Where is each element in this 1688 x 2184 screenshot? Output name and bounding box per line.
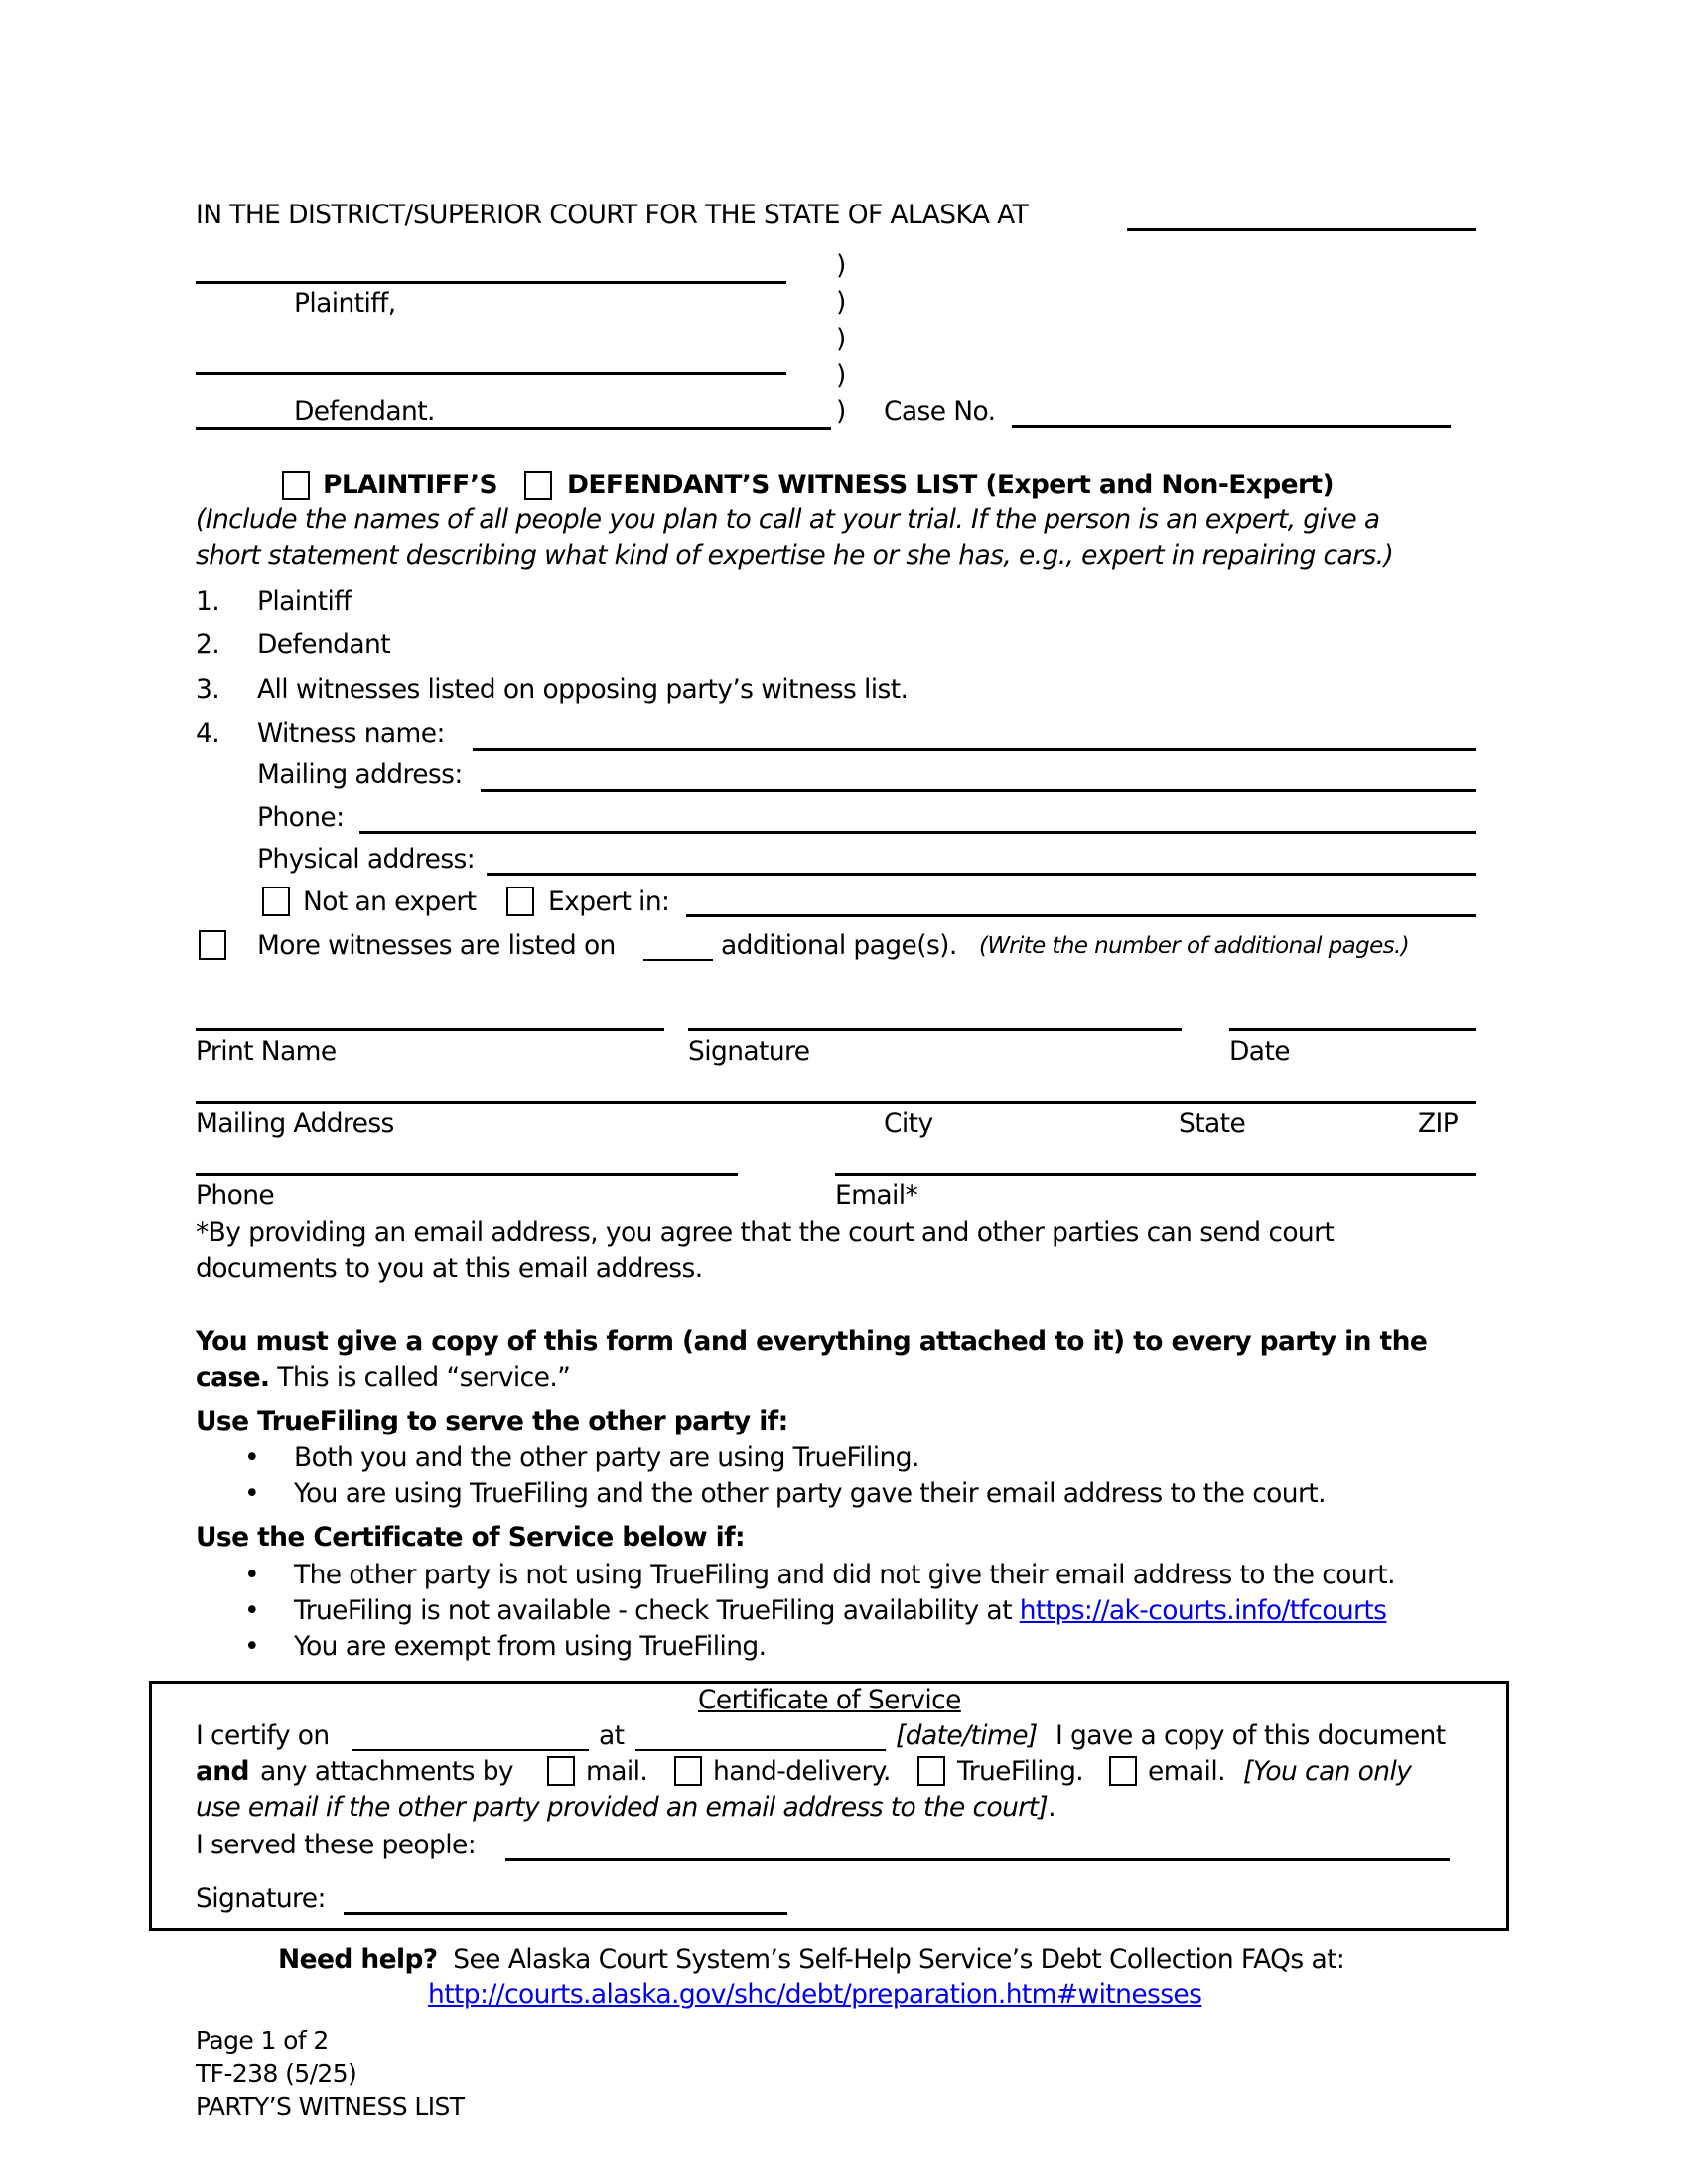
need-help-label: Need help? [278,1944,438,1975]
title-plaintiffs: PLAINTIFF’S [323,470,498,500]
list-item-defendant: Defendant [257,629,390,660]
caption-paren: ) [836,360,846,391]
certify-time-field[interactable] [635,1749,886,1751]
defendant-underline [196,427,831,430]
mail-label: mail. [586,1756,648,1787]
case-no-field[interactable] [1012,425,1451,428]
caption-paren: ) [836,250,846,281]
signature-field[interactable] [688,1028,1182,1031]
caption-paren: ) [836,287,846,318]
signature-label: Signature [688,1036,810,1067]
bullet-icon: • [244,1631,260,1662]
page-number: Page 1 of 2 [196,2026,329,2055]
date-label: Date [1229,1036,1290,1067]
list-num: 4. [196,718,220,749]
truefiling-bullet-2: You are using TrueFiling and the other party gave their email address to the court. [294,1478,1326,1509]
certificate-title: Certificate of Service [698,1685,961,1715]
form-name: PARTY’S WITNESS LIST [196,2092,465,2120]
and-bold: and [196,1756,249,1787]
truefiling-checkbox[interactable] [917,1756,945,1786]
caption-paren: ) [836,324,846,354]
email-note-period: . [1048,1792,1055,1823]
zip-label: ZIP [1418,1108,1459,1139]
mail-checkbox[interactable] [547,1756,575,1786]
witness-name-field[interactable] [473,748,1476,751]
mailing-address-field[interactable] [196,1101,1476,1104]
defendant-label: Defendant. [294,396,435,427]
more-witnesses-text-post: additional page(s). [721,930,957,961]
need-help-line [278,1944,1345,1975]
email-label: Email* [835,1180,918,1211]
email-checkbox[interactable] [1109,1756,1137,1786]
certificate-bullet-2-text: TrueFiling is not available - check TrueFiling availability at [294,1595,1020,1626]
print-name-label: Print Name [196,1036,337,1067]
certify-date-field[interactable] [352,1749,589,1751]
certificate-signature-field[interactable] [344,1912,787,1915]
certificate-signature-label: Signature: [196,1883,326,1914]
service-line-2 [196,1362,571,1393]
date-field[interactable] [1229,1028,1476,1031]
email-note-line-1: [You can only [1243,1756,1412,1787]
additional-pages-count-field[interactable] [643,959,713,961]
truefiling-label: TrueFiling. [957,1756,1084,1787]
truefiling-bullet-1: Both you and the other party are using TrueFiling. [294,1442,919,1473]
list-item-plaintiff: Plaintiff [257,586,352,616]
phone-field[interactable] [196,1173,738,1176]
more-witnesses-note: (Write the number of additional pages.) [979,933,1410,959]
case-no-label: Case No. [884,396,996,427]
phone-label: Phone [196,1180,275,1211]
email-label: email. [1148,1756,1225,1787]
service-bold-line-1: You must give a copy of this form (and everything attached to it) to every party in the [196,1326,1428,1357]
court-location-field[interactable] [1127,228,1476,231]
certificate-bullet-3: You are exempt from using TrueFiling. [294,1631,767,1662]
email-field[interactable] [835,1173,1476,1176]
certificate-bullet-1: The other party is not using TrueFiling and did not give their email address to the court. [294,1560,1395,1590]
gave-copy-text: I gave a copy of this document [1055,1720,1446,1751]
help-link-line [428,1979,1202,2010]
expert-in-checkbox[interactable] [506,887,534,916]
print-name-field[interactable] [196,1028,664,1031]
mailing-address-label: Mailing Address [196,1108,394,1139]
witness-physical-address-field[interactable] [487,873,1476,876]
truefiling-availability-link[interactable]: https://ak-courts.info/tfcourts [1019,1595,1387,1626]
not-expert-label: Not an expert [303,887,477,917]
truefiling-heading: Use TrueFiling to serve the other party if: [196,1406,788,1436]
bullet-icon: • [244,1560,260,1590]
expert-in-label: Expert in: [548,887,670,917]
need-help-text: See Alaska Court System’s Self-Help Service’s Debt Collection FAQs at: [453,1944,1345,1975]
service-bold-case: case. [196,1362,270,1393]
hand-delivery-checkbox[interactable] [674,1756,702,1786]
instructions-line-1: (Include the names of all people you plan to call at your trial. If the person is an expert, give a [196,504,1380,535]
served-people-field[interactable] [505,1858,1450,1861]
served-people-label: I served these people: [196,1830,477,1860]
list-num: 1. [196,586,220,616]
witness-name-label: Witness name: [257,718,445,749]
email-note-line-2 [196,1792,1055,1823]
certificate-bullet-2 [294,1595,1387,1626]
defendant-name-field[interactable] [196,372,786,375]
mailing-address-label: Mailing address: [257,759,463,790]
more-witnesses-text: More witnesses are listed on [257,930,616,961]
bullet-icon: • [244,1442,260,1473]
hand-delivery-label: hand-delivery. [713,1756,891,1787]
email-note-line-2: documents to you at this email address. [196,1253,703,1284]
help-faq-link[interactable]: http://courts.alaska.gov/shc/debt/preparation.htm#witnesses [428,1979,1202,2010]
email-note-line-1: *By providing an email address, you agree that the court and other parties can send court [196,1217,1335,1248]
service-called-text: This is called “service.” [269,1362,571,1393]
email-note-line-2-italic: use email if the other party provided an email address to the court] [196,1792,1049,1823]
more-witnesses-checkbox[interactable] [199,930,226,960]
instructions-line-2: short statement describing what kind of expertise he or she has, e.g., expert in repairing cars.) [196,540,1394,571]
physical-address-label: Physical address: [257,844,476,875]
witness-phone-field[interactable] [359,831,1476,834]
state-label: State [1179,1108,1246,1139]
caption-paren: ) [836,396,846,427]
defendants-checkbox[interactable] [524,471,552,500]
not-expert-checkbox[interactable] [262,887,290,916]
title-defendants: DEFENDANT’S WITNESS LIST (Expert and Non-Expert) [567,470,1334,500]
bullet-icon: • [244,1478,260,1509]
bullet-icon: • [244,1595,260,1626]
plaintiffs-checkbox[interactable] [282,471,310,500]
witness-mailing-address-field[interactable] [481,789,1476,792]
at-label: at [599,1720,625,1751]
court-heading: IN THE DISTRICT/SUPERIOR COURT FOR THE STATE OF ALASKA AT [196,200,1029,230]
certificate-heading: Use the Certificate of Service below if: [196,1522,746,1553]
city-label: City [884,1108,933,1139]
plaintiff-name-field[interactable] [196,281,786,284]
attachments-by-text: any attachments by [260,1756,514,1787]
certify-on-label: I certify on [196,1720,330,1751]
expert-in-field[interactable] [686,914,1476,917]
list-item-opposing: All witnesses listed on opposing party’s witness list. [257,674,909,705]
list-num: 3. [196,674,220,705]
form-id: TF-238 (5/25) [196,2059,357,2088]
date-time-hint: [date/time] [896,1720,1038,1751]
list-num: 2. [196,629,220,660]
plaintiff-label: Plaintiff, [294,288,396,319]
phone-label: Phone: [257,802,345,833]
